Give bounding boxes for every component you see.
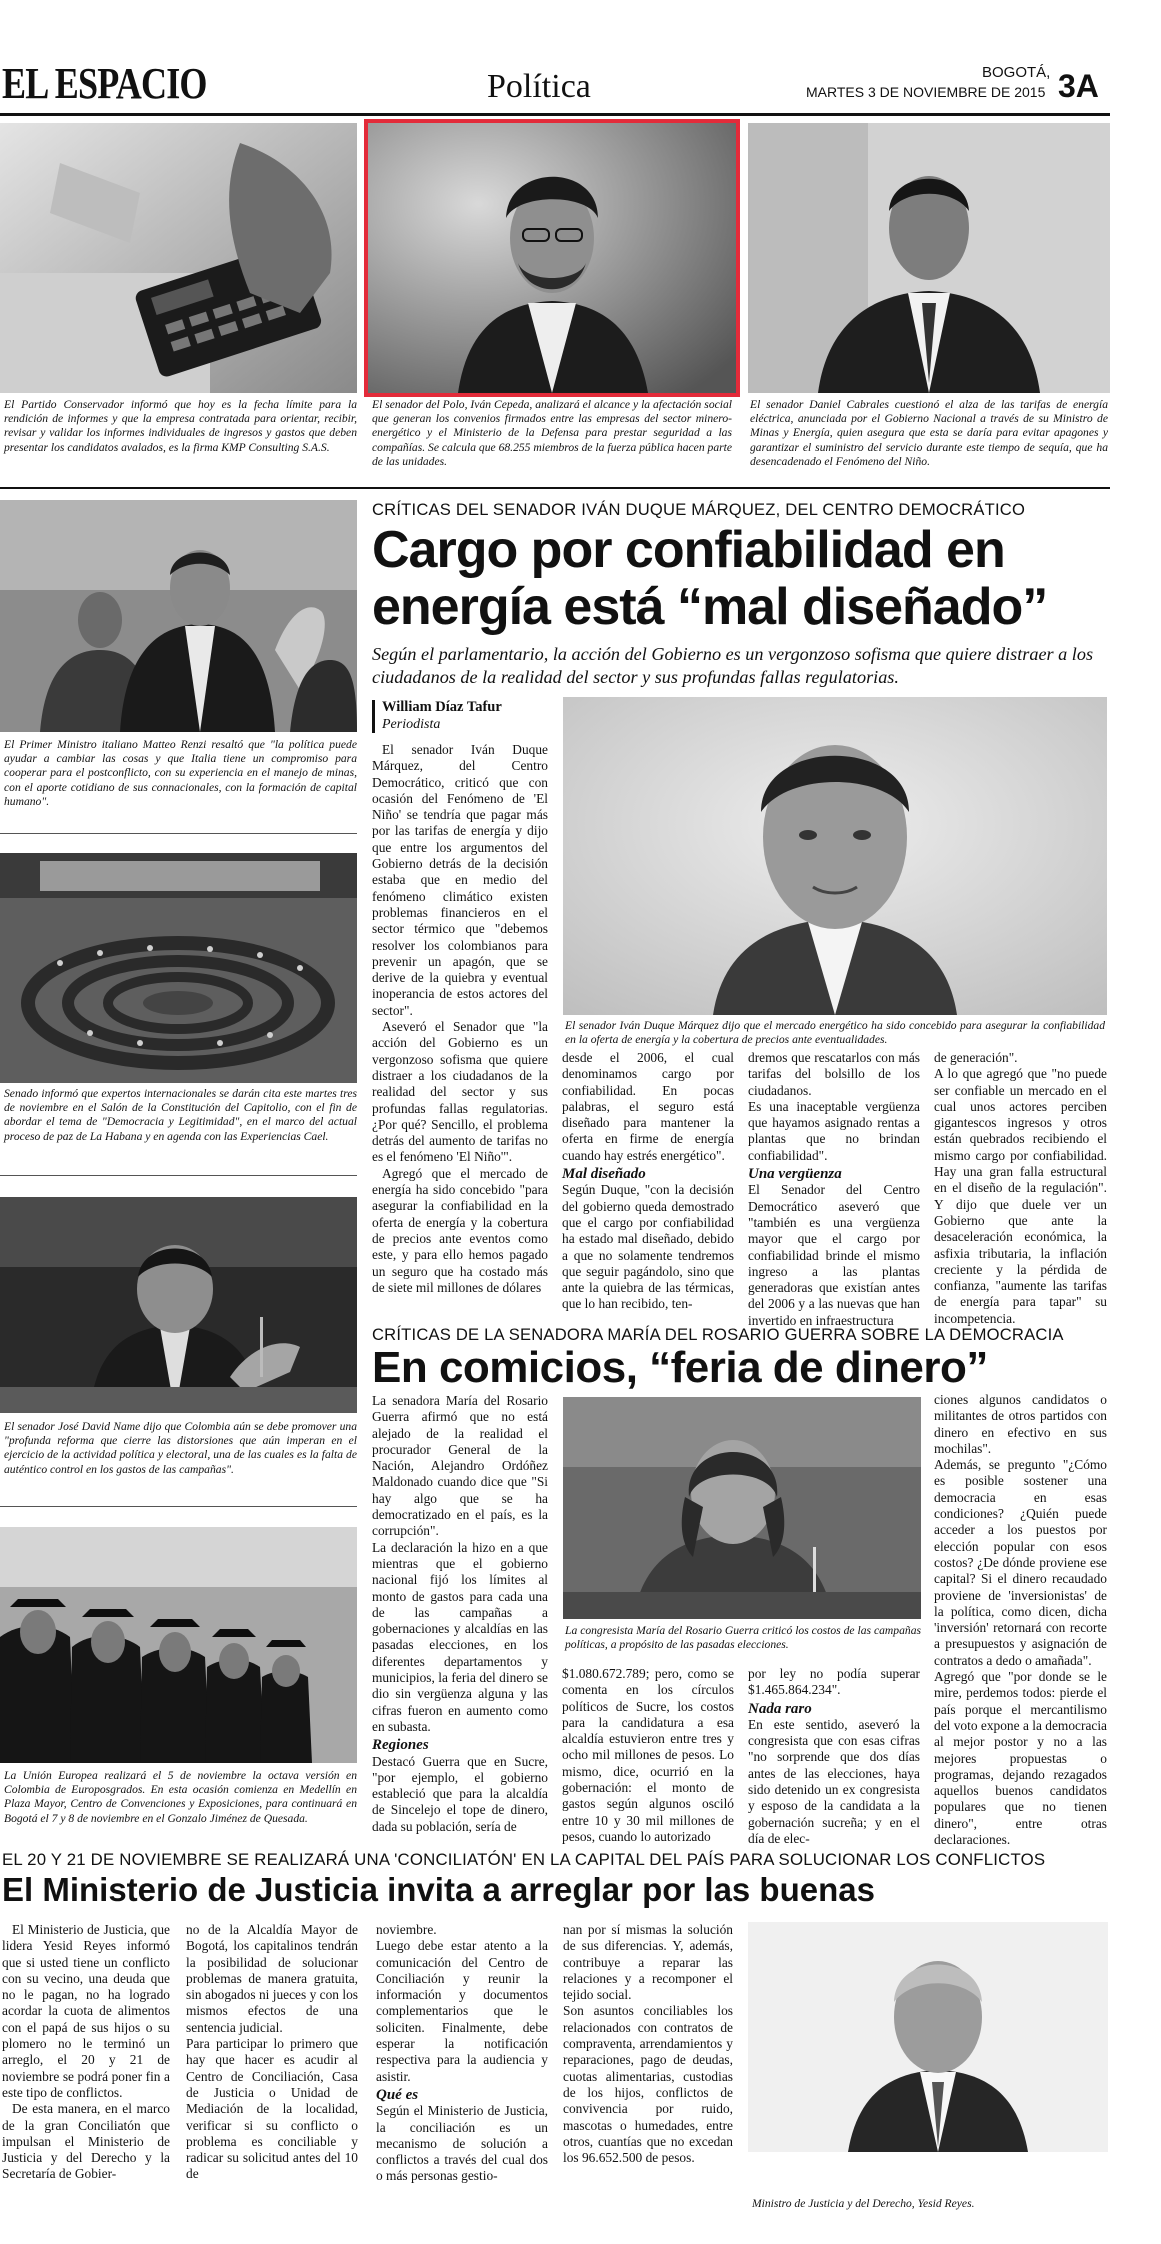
subhead-que-es: Qué es [376, 2086, 419, 2103]
article1-col3-paragraph: El Senador del Centro Democrático aseveró que "también es una vergüenza mayor que el cargo por confiabilidad brinde el mismo ingreso a las plantas generadoras que existían antes del 2006 y a las nuevas que han invertido en infraestructura [748, 1182, 920, 1328]
article2-col4-paragraph: Además, se pregunto "¿Cómo es posible sostener una democracia en esas condiciones? ¿Quién puede acceder a los puestos por elección popular con esos costos? ¿De dónde proviene ese capital? Si el dinero recaudado proviene de 'inversionistas' de la política, como dicen, dicha 'inversión' retornará con recorte a presupuestos y asignación de contratos a dedo o amañada". [934, 1457, 1107, 1668]
subhead-una-verguenza: Una vergüenza [748, 1166, 842, 1183]
caption-conservative-party: El Partido Conservador informó que hoy es la fecha límite para la rendición de informes y que la empresa contratada para orientar, recibir, revisar y validar los informes individuales de ingresos y gastos que deben presentar los candidatos avalados, es la firma KMP Consulting S.A.S. [4, 398, 357, 454]
article3-col4-paragraph: Son asuntos conciliables los relacionados con contratos de compraventa, arrendamientos y reparaciones, pago de deudas, cuotas alimentarias, custodias de los hijos, conflictos de convivencia por ruido, mascotas o humedades, entre otros, cuantías que no excedan los 96.652.500 de pesos. [563, 2003, 733, 2166]
article1-col1-paragraph: Agregó que el mercado de energía ha sido concebido "para asegurar la confiabilidad en la oferta de energía y la cobertura de precios ante eventos como este, y para ello hemos pagado un seguro que ha costado más de siete mil millones de dólares [372, 1165, 548, 1295]
article3-col2-paragraph: no de la Alcaldía Mayor de Bogotá, los capitalinos tendrán la posibilidad de solucionar problemas de manera gratuita, sin abogados ni jueces y con los mismos efectos de una sentencia judicial. [186, 1922, 358, 2035]
article2-column-4 [934, 1392, 1107, 1848]
article1-col3-paragraph: Es una inaceptable vergüenza que hayamos asignado rentas a plantas que no brindan confiabilidad". [748, 1098, 920, 1163]
article3-col1-paragraph: El Ministerio de Justicia, que lidera Yesid Reyes informó que si usted tiene un conflicto con su vecino, una deuda que no le pagan, no ha logrado acordar la cuota de alimentos con el papá de sus hijos o su plomero no le terminó un arreglo, el 20 y 21 de noviembre se podrá poner fin a este tipo de conflictos. [2, 1922, 170, 2100]
article3-column-2 [186, 1922, 358, 2183]
article2-kicker: CRÍTICAS DE LA SENADORA MARÍA DEL ROSARIO GUERRA SOBRE LA DEMOCRACIA [372, 1325, 1064, 1344]
page-number: 3A [1058, 68, 1099, 104]
sidebar-divider-3 [0, 1506, 357, 1507]
article3-col4-paragraph: nan por sí mismas la solución de sus diferencias. Y, además, contribuye a reparar las relaciones y a recomponer el tejido social. [563, 1922, 733, 2003]
masthead-brand: EL ESPACIO [2, 59, 207, 108]
graduates-photo [0, 1527, 357, 1763]
jose-david-name-photo [0, 1197, 357, 1413]
article3-headline: El Ministerio de Justicia invita a arreglar por las buenas [2, 1871, 875, 1908]
article1-col3-paragraph: dremos que rescatarlos con más tarifas del bolsillo de los ciudadanos. [748, 1050, 920, 1098]
section-title: Política [487, 68, 591, 105]
article1-col4-paragraph: A lo que agregó que "no puede ser confiable un mercado en el cual unos actores perciben gigantescos ingresos y otros están quebrados recibiendo el mismo cargo por confiabilidad. Hay una gran falla estructural en el diseño de la regulación". Y dijo que duele ver un Gobierno que ante la desaceleración económica, la asfixia tributaria, la inflación creciente y la pérdida de confianza, "aumente las tarifas de energía para tapar" su incompetencia. [934, 1066, 1107, 1326]
article1-headline-line2: energía está “mal diseñado” [372, 578, 1048, 636]
senate-hall-photo [0, 853, 357, 1083]
caption-daniel-cabrales: El senador Daniel Cabrales cuestionó el alza de las tarifas de energía eléctrica, anunciada por el Gobierno Nacional a través de su Ministro de Minas y Energía, quien asegura que esta se daría para evitar apagones y garantizar el suministro del servicio durante este tiempo de sequía, que ha desencadenado el Fenómeno del Niño. [750, 398, 1108, 468]
sidebar-divider-2 [0, 1175, 357, 1176]
caption-matteo-renzi: El Primer Ministro italiano Matteo Renzi resaltó que "la política puede ayudar a cambiar las cosas y que Italia tiene un compromiso para cooperar para el postconflicto, con su experiencia en el manejo de minas, con el aporte cotidiano de sus connacionales, con la formación de capital humano". [4, 738, 357, 808]
article2-column-3 [748, 1666, 920, 1847]
caption-senate-experts: Senado informó que expertos internacionales se darán cita este martes tres de noviembre en el Salón de la Constitución del Capitolio, con el fin de abordar el tema de "Democracia y Legitimidad", en el marco del actual proceso de paz de La Habana y en agenda con las Experiencias Cael. [4, 1087, 357, 1143]
article1-column-4 [934, 1050, 1107, 1327]
article1-column-3 [748, 1050, 920, 1329]
subhead-regiones: Regiones [372, 1737, 429, 1754]
maria-del-rosario-guerra-photo [563, 1397, 921, 1619]
article3-column-1 [2, 1922, 170, 2183]
article3-column-4 [563, 1922, 733, 2166]
masthead-date: MARTES 3 DE NOVIEMBRE DE 2015 [806, 84, 1046, 100]
article2-col1-paragraph: La declaración la hizo en a que mientras que el gobierno nacional fijó los límites al monto de gastos para cada una de las campañas a gobernaciones y alcaldías en las pasadas elecciones, en los diferentes departamentos y municipios, la feria del dinero se dio sin vergüenza alguna y las cifras fueron en aumento como en subasta. [372, 1539, 548, 1734]
article1-col1-paragraph: El senador Iván Duque Márquez, del Centro Democrático, criticó que con ocasión del Fenómeno de 'El Niño' se tendría que pagar más por las tarifas de energía y dijo que entre los argumentos del Gobierno detrás de la decisión estaba que en medio del fenómeno climático existen problemas financieros en el sector térmico que "debemos resolver los colombianos para prevenir un apagón, que se derive de la quiebra y eventual inoperancia de estos actores del sector". [372, 742, 548, 1018]
calculator-photo [0, 123, 357, 393]
byline-role: Periodista [382, 717, 441, 732]
caption-ivan-cepeda: El senador del Polo, Iván Cepeda, analizará el alcance y la afectación social que generan los convenios firmados entre las empresas del sector minero-energético y el Ministerio de la Defensa para prestar seguridad a las compañías. Se calcula que 68.255 miembros de la fuerza pública hacen parte de las unidades. [372, 398, 732, 468]
caption-maria-del-rosario-guerra: La congresista María del Rosario Guerra criticó los costos de las campañas políticas, a propósito de las pasadas elecciones. [565, 1624, 921, 1652]
matteo-renzi-photo [0, 500, 357, 732]
top-row-rule [0, 487, 1110, 489]
article1-col1-paragraph: Aseveró el Senador que "la acción del Gobierno es un vergonzoso sofisma que quiere distraer a los ciudadanos de la realidad del sector y sus profundas fallas regulatorias. ¿Por qué? Sencillo, el problema detrás del aumento de tarifas no es el fenómeno 'El Niño'". [372, 1019, 548, 1165]
article3-col3-paragraph: Luego debe estar atento a la comunicación del Centro de Conciliación y reunir la información y documentos complementarios que le soliciten. Finalmente, debe esperar la notificación respectiva para la audiencia y asistir. [376, 1938, 548, 2084]
caption-ivan-duque: El senador Iván Duque Márquez dijo que el mercado energético ha sido concebido para asegurar la confiabilidad en la oferta de energía y la cobertura de precios ante eventualidades. [565, 1019, 1105, 1047]
article1-column-2 [562, 1050, 734, 1313]
article2-col1-paragraph: La senadora María del Rosario Guerra afirmó que no está alejado de la realidad el procurador General de la Nación, Alejandro Ordóñez Maldonado cuando dice que "Si hay algo que se ha democratizado en el país, es la corrupción". [372, 1393, 548, 1539]
article1-col2-paragraph: Según Duque, "con la decisión del gobierno queda demostrado que el cargo por confiabilidad ha estado mal diseñado, debido a que no solamente tendremos que seguir pagándolo, sino que ante la quiebra de las térmicas, que lo han recibido, ten- [562, 1182, 734, 1312]
article3-col3-paragraph: Según el Ministerio de Justicia, la conciliación es un mecanismo de solución a conflictos a través del cual dos o más personas gestio- [376, 2103, 548, 2184]
article1-deck: Según el parlamentario, la acción del Gobierno es un vergonzoso sofisma que quiere distraer a los ciudadanos de la realidad del sector y sus profundas fallas regulatorias. [372, 644, 1094, 687]
article3-col1-paragraph: De esta manera, en el marco de la gran Conciliatón que impulsan el Ministerio de Justicia y del Derecho y la Secretaría de Gobier- [2, 2101, 170, 2182]
ivan-cepeda-photo [368, 123, 736, 393]
masthead-rule [0, 113, 1110, 116]
sidebar-divider-1 [0, 833, 357, 834]
article3-kicker: EL 20 Y 21 DE NOVIEMBRE SE REALIZARÁ UNA 'CONCILIATÓN' EN LA CAPITAL DEL PAÍS PARA SOLUCIONAR LOS CONFLICTOS [2, 1850, 1046, 1869]
article2-col1-paragraph: Destacó Guerra que en Sucre, "por ejemplo, el gobierno estableció que para la alcaldía de Sincelejo el tope de dinero, dada su población, sería de [372, 1753, 548, 1834]
article2-col3-paragraph: En este sentido, aseveró la congresista que con esas cifras "no sorprende que dos días antes de las elecciones, haya sido detenido un ex congresista y esposo de la candidata a la gobernación sucreña; y en el día de elec- [748, 1716, 920, 1846]
daniel-cabrales-photo [748, 123, 1110, 393]
article2-column-2 [562, 1666, 734, 1845]
article2-col2-paragraph: $1.080.672.789; pero, como se comenta en los círculos políticos de Sucre, los costos para la candidatura a esa alcaldía estuvieron entre tres y ocho mil millones de pesos. Lo mismo, dice, ocurrió en la gobernación: el monto de gastos según algunos osciló entre 10 y 30 mil millones de pesos, cuando lo autorizado [562, 1666, 734, 1844]
caption-european-union: La Unión Europea realizará el 5 de noviembre la octava versión en Colombia de Europosgrados. En esta ocasión comienza en Medellín en Plaza Mayor, Centro de Convenciones y Exposiciones, para continuará en Bogotá el 7 y 8 de noviembre en el Gonzalo Jiménez de Quesada. [4, 1769, 357, 1825]
article1-column-1 [372, 742, 548, 1296]
article2-headline: En comicios, “feria de dinero” [372, 1343, 988, 1392]
article2-col4-paragraph: Agregó que "por donde se le mire, perdemos todos: pierde el país porque el mercantilismo del voto expone a la democracia al mejor postor y no a las mejores propuestas o programas, dejando rezagados aquellos buenos candidatos populares que no tienen dinero", entre otras declaraciones. [934, 1669, 1107, 1848]
byline-name: William Díaz Tafur [382, 699, 502, 715]
yesid-reyes-photo [748, 1922, 1108, 2152]
article2-col3-paragraph: por ley no podía superar $1.465.864.234". [748, 1666, 920, 1698]
article2-column-1 [372, 1393, 548, 1835]
article1-col4-paragraph: de generación". [934, 1050, 1018, 1065]
article3-column-3 [376, 1922, 548, 2185]
article3-col3-paragraph: noviembre. [376, 1922, 437, 1937]
article2-col4-paragraph: ciones algunos candidatos o militantes de otros partidos con dinero en efectivo en sus mochilas". [934, 1392, 1107, 1456]
ivan-duque-photo [563, 697, 1107, 1015]
byline-bar [372, 700, 375, 733]
article3-col2-paragraph: Para participar lo primero que hay que hacer es acudir al Centro de Conciliación, Casa de Justicia o Unidad de Mediación de la localidad, verificar si su conflicto o problema es conciliable y radicar su solicitud antes del 10 de [186, 2036, 358, 2182]
caption-yesid-reyes: Ministro de Justicia y del Derecho, Yesid Reyes. [752, 2197, 975, 2210]
subhead-nada-raro: Nada raro [748, 1700, 812, 1717]
caption-jose-david-name: El senador José David Name dijo que Colombia aún se debe promover una "profunda reforma que cierre las distorsiones que aún imperan en el ejercicio de la actividad política y electoral, una de las cuales es la falta de auténtico control en los gastos de las campañas". [4, 1420, 357, 1476]
masthead-city: BOGOTÁ, [982, 64, 1051, 81]
article1-col2-paragraph: desde el 2006, el cual denominamos cargo por confiabilidad. En pocas palabras, el seguro está diseñado para mantener la oferta en firme de energía cuando hay estrés energético". [562, 1050, 734, 1163]
article1-headline-line1: Cargo por confiabilidad en [372, 521, 1005, 579]
subhead-mal-disenado: Mal diseñado [562, 1166, 646, 1183]
article1-kicker: CRÍTICAS DEL SENADOR IVÁN DUQUE MÁRQUEZ, DEL CENTRO DEMOCRÁTICO [372, 500, 1026, 519]
